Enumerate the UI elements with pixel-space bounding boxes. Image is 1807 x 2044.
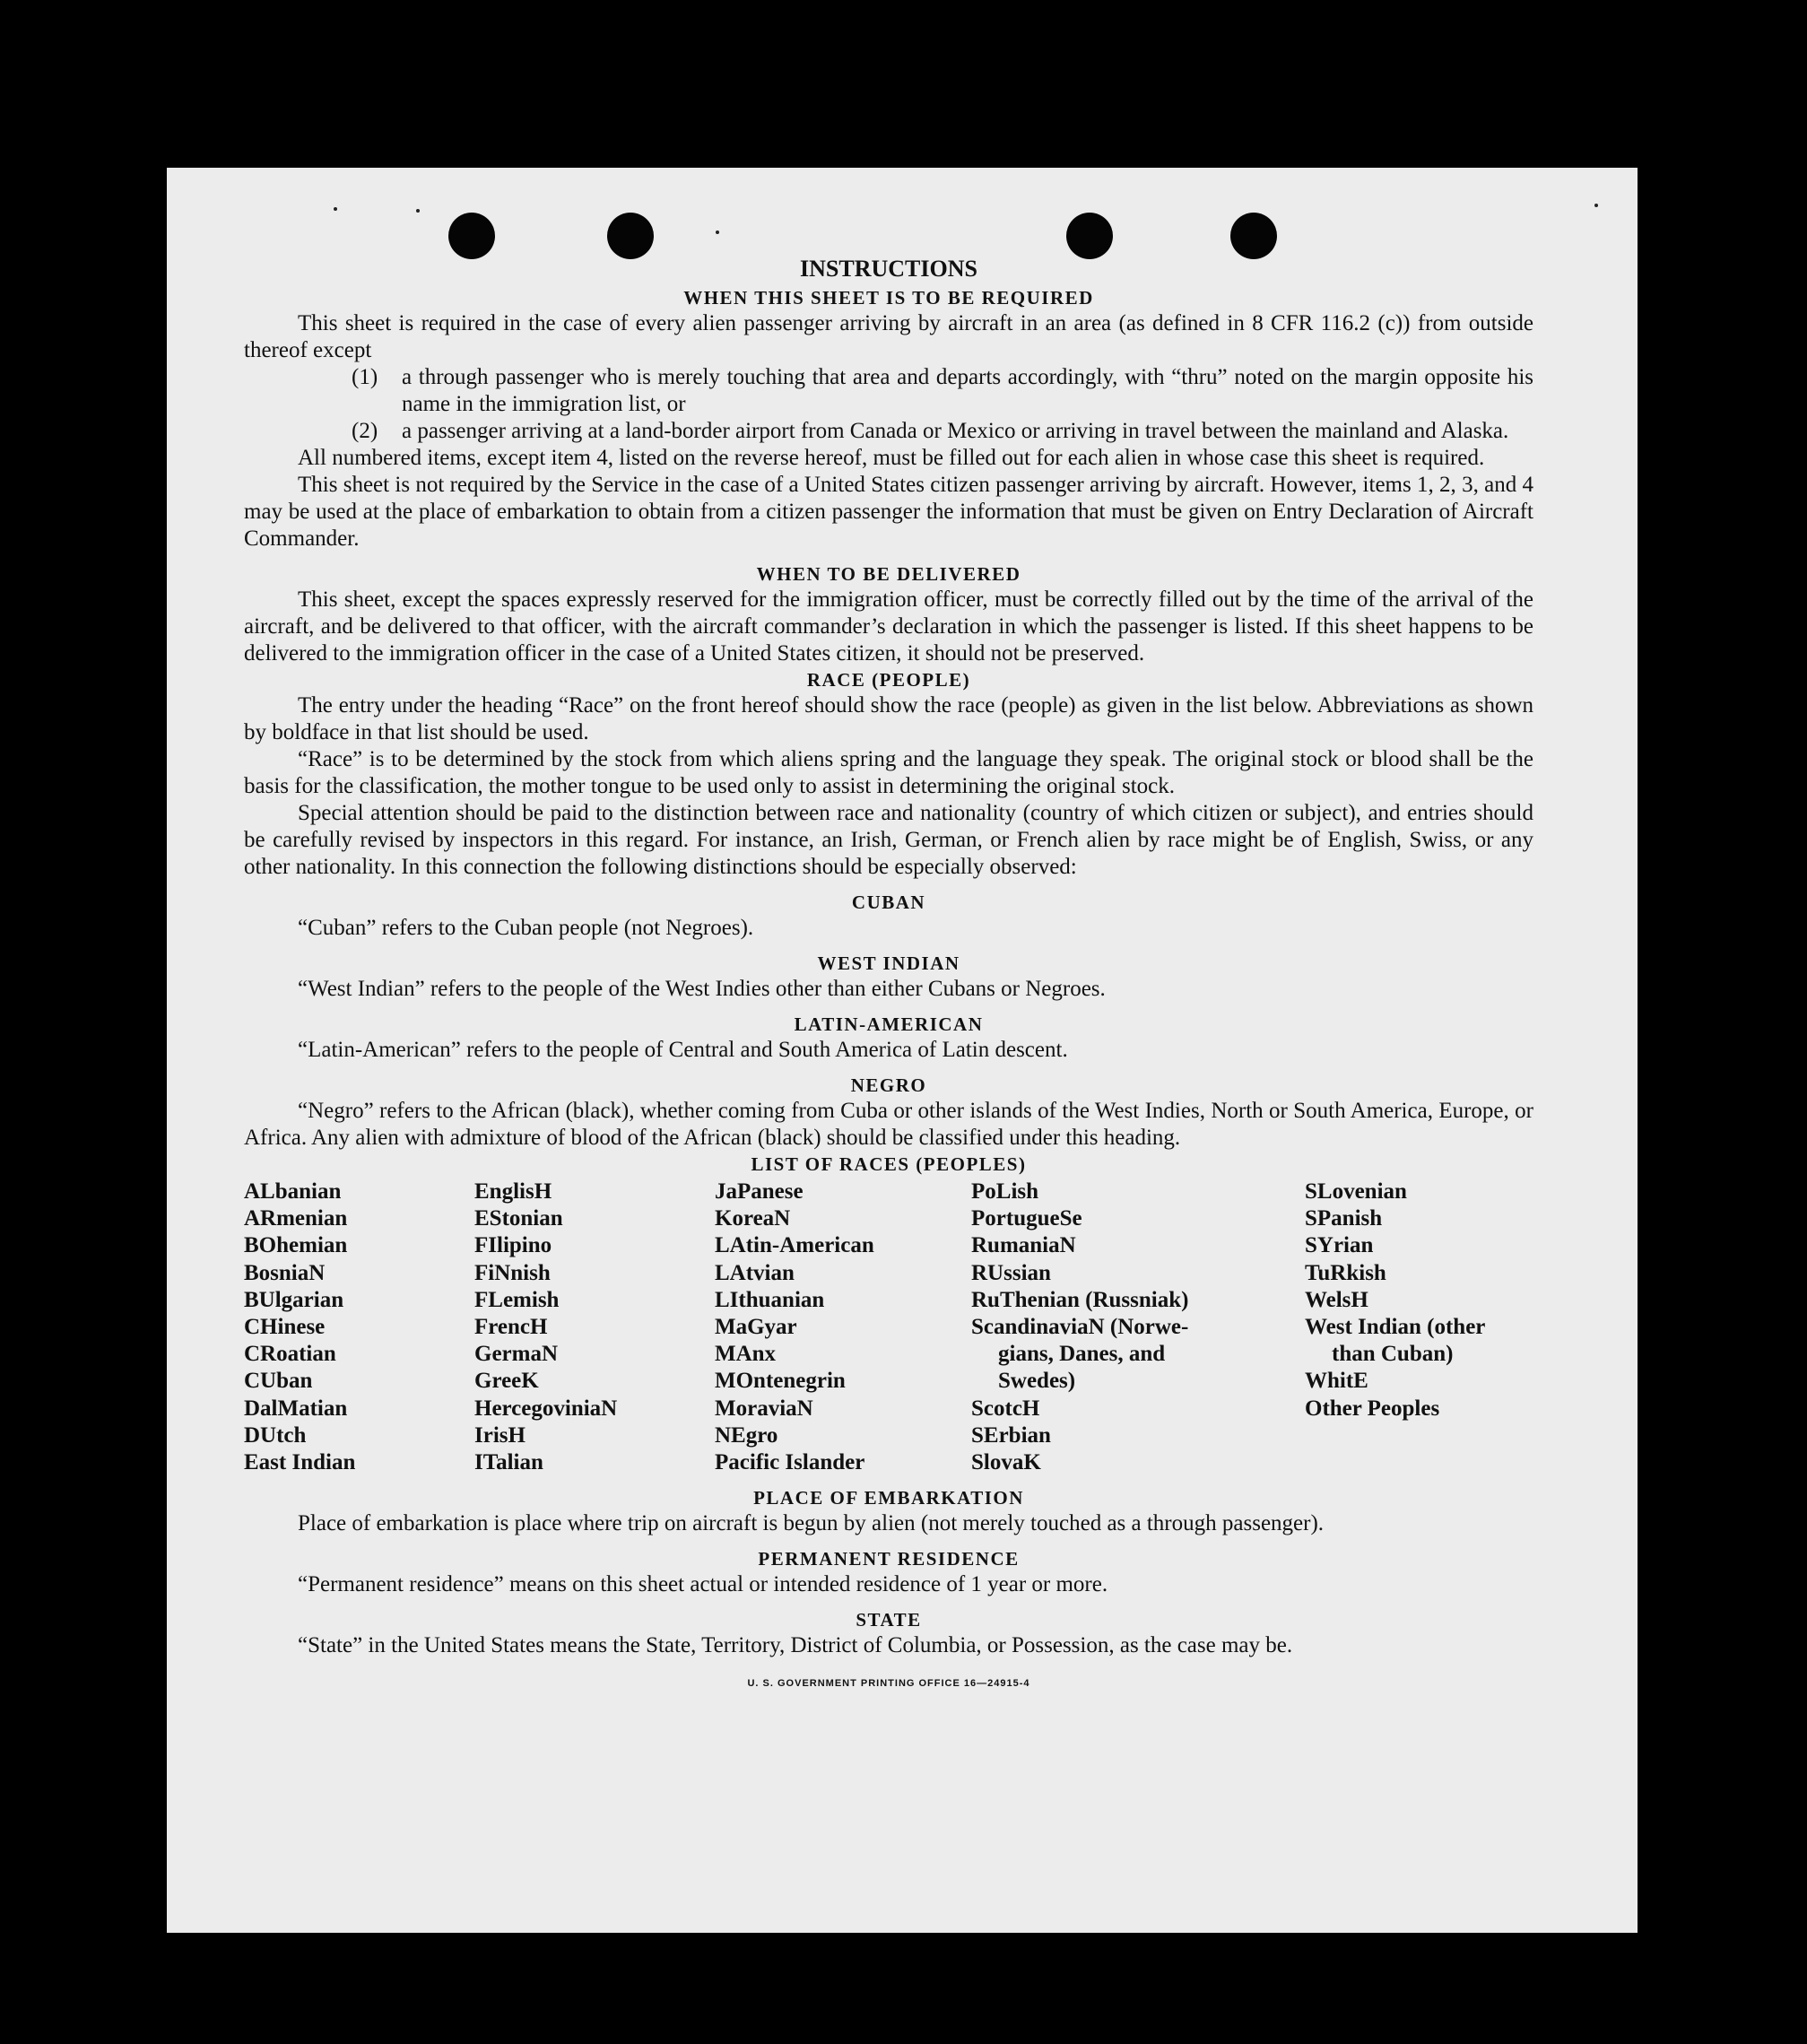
item-number: (1)	[352, 365, 378, 389]
section-heading-residence: PERMANENT RESIDENCE	[758, 1548, 1020, 1570]
paragraph: This sheet, except the spaces expressly reserved for the immigration officer, must be correctly filled out by the time of the arrival of the aircraft, and be delivered to that officer, with the aircraft commander’s declaration in which the passenger is listed. If this sheet happens to be delivered to the immigration officer in the case of a United States citizen, it should not be preserved.	[244, 587, 1533, 665]
section-heading-west-indian: WEST INDIAN	[817, 952, 960, 974]
section-heading-negro: NEGRO	[850, 1074, 927, 1096]
race-item: MaGyar	[715, 1315, 797, 1340]
page-title: INSTRUCTIONS	[800, 256, 977, 282]
section-heading-latin-american: LATIN-AMERICAN	[794, 1013, 984, 1035]
race-item: MAnx	[715, 1342, 777, 1367]
punch-hole	[448, 213, 495, 259]
paragraph: Special attention should be paid to the distinction between race and nationality (country of which citizen or subject), and entries should be carefully revised by inspectors in this regard. For instance, an Irish, German, or French alien by race might be of English, Swiss, or any other nationality. In this connection the following distinctions should be especially observed:	[244, 801, 1533, 879]
paragraph: “Cuban” refers to the Cuban people (not Negroes).	[298, 916, 754, 940]
section-heading-list-of-races: LIST OF RACES (PEOPLES)	[751, 1153, 1027, 1175]
race-item: PortugueSe	[971, 1206, 1082, 1231]
section-heading-race: RACE (PEOPLE)	[806, 669, 971, 691]
paragraph: “Latin-American” refers to the people of Central and South America of Latin descent.	[298, 1038, 1068, 1062]
race-item: IrisH	[474, 1422, 526, 1448]
race-item: GreeK	[474, 1369, 539, 1394]
race-item: WelsH	[1305, 1287, 1368, 1312]
item-text: a passenger arriving at a land-border airport from Canada or Mexico or arriving in travel between the mainland and Alaska.	[402, 419, 1509, 443]
race-item: CHinese	[244, 1315, 326, 1340]
race-item: CUban	[244, 1369, 313, 1394]
item-text: a through passenger who is merely touching that area and departs accordingly, with “thru” noted on the margin opposite his name in the immigration list, or	[402, 365, 1533, 416]
race-item: ARmenian	[244, 1206, 348, 1231]
race-item: JaPanese	[715, 1179, 804, 1204]
race-item: TuRkish	[1305, 1260, 1386, 1285]
race-item: CRoatian	[244, 1342, 336, 1367]
race-item: ALbanian	[244, 1179, 342, 1204]
list-item	[352, 418, 1533, 445]
paragraph: All numbered items, except item 4, listed on the reverse hereof, must be filled out for each alien in whose case this sheet is required.	[298, 446, 1485, 470]
race-item: Other Peoples	[1305, 1396, 1440, 1421]
race-item: MOntenegrin	[715, 1369, 846, 1394]
race-item: ScotcH	[971, 1396, 1040, 1421]
race-item: LIthuanian	[715, 1287, 825, 1312]
instructions-content	[244, 255, 1533, 1697]
race-item: FrencH	[474, 1315, 548, 1340]
races-column	[715, 1179, 971, 1476]
race-item: NEgro	[715, 1422, 778, 1448]
race-item: DUtch	[244, 1422, 307, 1448]
race-item: DalMatian	[244, 1396, 348, 1421]
race-item: Pacific Islander	[715, 1450, 865, 1475]
punch-hole	[607, 213, 654, 259]
race-item: PoLish	[971, 1179, 1039, 1204]
race-item: BOhemian	[244, 1233, 348, 1258]
paragraph: Place of embarkation is place where trip on aircraft is begun by alien (not merely touched as a through passenger).	[298, 1511, 1325, 1536]
races-column	[244, 1179, 474, 1476]
races-column	[474, 1179, 715, 1476]
race-item: WhitE	[1305, 1369, 1368, 1394]
race-item: RuThenian (Russniak)	[971, 1287, 1189, 1312]
race-item: SErbian	[971, 1422, 1051, 1448]
race-item: LAtin-American	[715, 1233, 874, 1258]
race-item: ITalian	[474, 1450, 543, 1475]
printing-office-footer: U. S. GOVERNMENT PRINTING OFFICE 16—24915-4	[747, 1678, 1030, 1690]
races-column	[971, 1179, 1305, 1476]
race-item: SlovaK	[971, 1450, 1041, 1475]
race-item: West Indian (other	[1305, 1315, 1486, 1340]
races-column	[1305, 1179, 1485, 1476]
section-heading-embarkation: PLACE OF EMBARKATION	[753, 1487, 1024, 1509]
race-item: RUssian	[971, 1260, 1051, 1285]
section-heading-required: WHEN THIS SHEET IS TO BE REQUIRED	[683, 287, 1094, 309]
section-heading-delivered: WHEN TO BE DELIVERED	[756, 563, 1021, 585]
race-item: FiNnish	[474, 1260, 551, 1285]
race-item-continuation: Swedes)	[998, 1369, 1076, 1394]
item-number: (2)	[352, 419, 378, 443]
race-item: BUlgarian	[244, 1287, 344, 1312]
race-item-continuation: than Cuban)	[1332, 1342, 1454, 1367]
race-item: MoraviaN	[715, 1396, 813, 1421]
paragraph: “Race” is to be determined by the stock from which aliens spring and the language they speak. The original stock or blood shall be the basis for the classification, the mother tongue to be used only to assist in determining the original stock.	[244, 747, 1533, 798]
races-list	[244, 1179, 1533, 1476]
race-item: SLovenian	[1305, 1179, 1407, 1204]
race-item: EnglisH	[474, 1179, 552, 1204]
paragraph: This sheet is not required by the Service in the case of a United States citizen passenger arriving by aircraft. However, items 1, 2, 3, and 4 may be used at the place of embarkation to obtain from a citizen passenger the information that must be given on Entry Declaration of Aircraft Commander.	[244, 473, 1533, 551]
paragraph: This sheet is required in the case of every alien passenger arriving by aircraft in an area (as defined in 8 CFR 116.2 (c)) from outside thereof except	[244, 311, 1533, 362]
race-item: GermaN	[474, 1342, 559, 1367]
race-item: East Indian	[244, 1450, 356, 1475]
section-heading-cuban: CUBAN	[851, 892, 926, 913]
punch-hole	[1066, 213, 1113, 259]
paragraph: “West Indian” refers to the people of the West Indies other than either Cubans or Negroes.	[298, 977, 1106, 1001]
speck	[416, 209, 420, 213]
document-sheet	[167, 168, 1638, 1933]
paragraph: “State” in the United States means the State, Territory, District of Columbia, or Possession, as the case may be.	[298, 1633, 1293, 1658]
race-item: SYrian	[1305, 1233, 1374, 1258]
paragraph: “Permanent residence” means on this sheet actual or intended residence of 1 year or more.	[298, 1572, 1108, 1597]
section-heading-state: STATE	[856, 1609, 922, 1631]
race-item: HercegoviniaN	[474, 1396, 618, 1421]
list-item	[352, 364, 1533, 418]
race-item: ScandinaviaN (Norwe-	[971, 1315, 1189, 1340]
race-item: KoreaN	[715, 1206, 791, 1231]
speck	[1594, 204, 1598, 207]
speck	[716, 230, 719, 234]
speck	[334, 207, 337, 211]
race-item: RumaniaN	[971, 1233, 1076, 1258]
race-item: EStonian	[474, 1206, 563, 1231]
race-item: FLemish	[474, 1287, 560, 1312]
punch-hole	[1230, 213, 1277, 259]
paragraph: The entry under the heading “Race” on the front hereof should show the race (people) as given in the list below. Abbreviations as shown by boldface in that list should be used.	[244, 693, 1533, 744]
race-item: FIlipino	[474, 1233, 552, 1258]
race-item: LAtvian	[715, 1260, 795, 1285]
race-item: SPanish	[1305, 1206, 1383, 1231]
paragraph: “Negro” refers to the African (black), whether coming from Cuba or other islands of the West Indies, North or South America, Europe, or Africa. Any alien with admixture of blood of the African (black) should be classified under this heading.	[244, 1099, 1533, 1150]
race-item: BosniaN	[244, 1260, 326, 1285]
race-item-continuation: gians, Danes, and	[998, 1342, 1166, 1367]
